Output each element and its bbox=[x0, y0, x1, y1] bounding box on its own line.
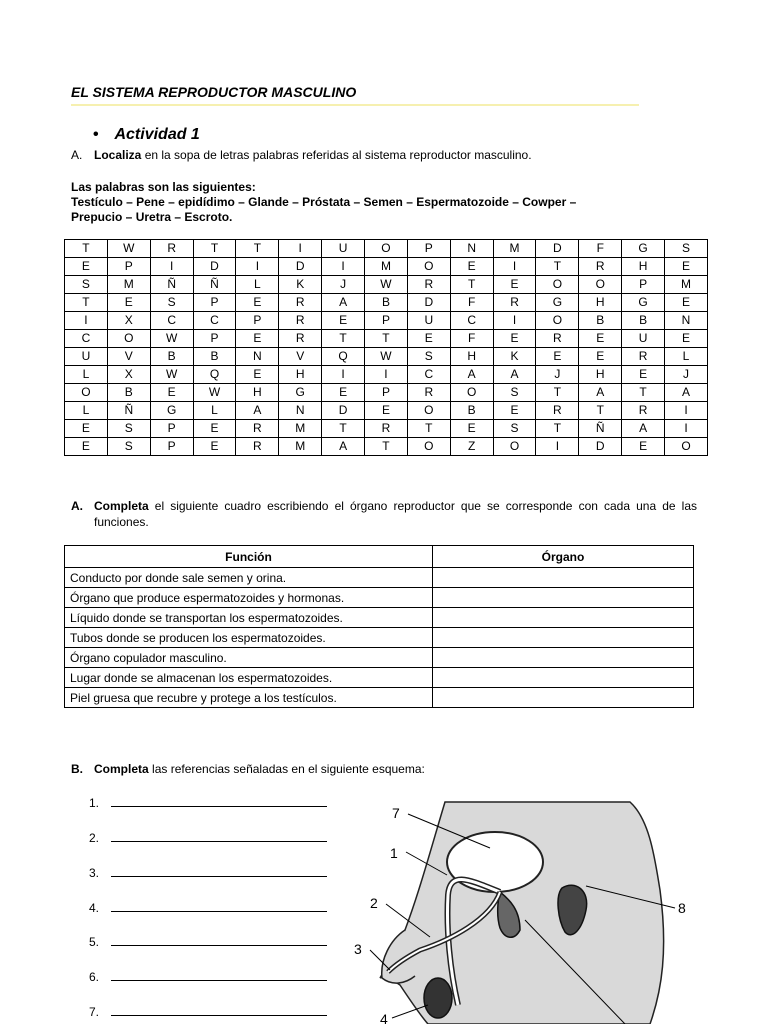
grid-cell: P bbox=[236, 312, 279, 330]
activity-heading bbox=[93, 126, 200, 144]
grid-cell: Ñ bbox=[150, 276, 193, 294]
grid-cell: I bbox=[665, 420, 708, 438]
grid-cell: N bbox=[450, 240, 493, 258]
item-number: 2. bbox=[89, 831, 100, 845]
grid-cell: T bbox=[407, 420, 450, 438]
instruction-letter: A. bbox=[71, 148, 83, 162]
grid-cell: G bbox=[622, 294, 665, 312]
item-number: 4. bbox=[89, 901, 100, 915]
grid-cell: P bbox=[365, 384, 408, 402]
grid-cell: T bbox=[536, 384, 579, 402]
grid-cell: T bbox=[450, 276, 493, 294]
grid-cell: E bbox=[665, 258, 708, 276]
testicle-shape bbox=[424, 978, 452, 1018]
grid-cell: N bbox=[236, 348, 279, 366]
grid-cell: A bbox=[236, 402, 279, 420]
grid-cell: B bbox=[107, 384, 150, 402]
grid-cell: G bbox=[150, 402, 193, 420]
grid-cell: S bbox=[150, 294, 193, 312]
grid-cell: H bbox=[279, 366, 322, 384]
grid-cell: E bbox=[665, 330, 708, 348]
diagram-label-2: 2 bbox=[370, 895, 378, 911]
organ-answer-cell[interactable] bbox=[433, 648, 694, 668]
body-silhouette bbox=[380, 802, 664, 1024]
grid-cell: O bbox=[407, 438, 450, 456]
grid-row bbox=[65, 438, 708, 456]
grid-cell: B bbox=[150, 348, 193, 366]
grid-cell: E bbox=[150, 384, 193, 402]
grid-cell: U bbox=[622, 330, 665, 348]
function-organ-table bbox=[64, 545, 694, 708]
grid-cell: C bbox=[193, 312, 236, 330]
grid-cell: A bbox=[579, 384, 622, 402]
grid-cell: C bbox=[407, 366, 450, 384]
grid-cell: E bbox=[450, 258, 493, 276]
grid-cell: E bbox=[65, 258, 108, 276]
activity-title: Actividad 1 bbox=[114, 126, 200, 143]
word-list-intro: Las palabras son las siguientes: bbox=[71, 180, 256, 194]
table-row bbox=[65, 688, 694, 708]
grid-row bbox=[65, 276, 708, 294]
diagram-label-7: 7 bbox=[392, 805, 400, 821]
grid-cell: P bbox=[150, 420, 193, 438]
grid-cell: Q bbox=[322, 348, 365, 366]
grid-cell: W bbox=[193, 384, 236, 402]
grid-cell: W bbox=[365, 276, 408, 294]
grid-cell: A bbox=[493, 366, 536, 384]
grid-cell: R bbox=[536, 330, 579, 348]
diagram-label-1: 1 bbox=[390, 845, 398, 861]
item-number: 6. bbox=[89, 970, 100, 984]
grid-cell: S bbox=[493, 384, 536, 402]
word-list-line-2: Prepucio – Uretra – Escroto. bbox=[71, 210, 233, 224]
function-cell: Conducto por donde sale semen y orina. bbox=[65, 568, 433, 588]
grid-cell: T bbox=[322, 420, 365, 438]
organ-answer-cell[interactable] bbox=[433, 688, 694, 708]
organ-answer-cell[interactable] bbox=[433, 668, 694, 688]
grid-cell: S bbox=[407, 348, 450, 366]
function-cell: Lugar donde se almacenan los espermatozoides. bbox=[65, 668, 433, 688]
grid-cell: R bbox=[279, 294, 322, 312]
grid-cell: P bbox=[407, 240, 450, 258]
instruction-body bbox=[94, 498, 697, 530]
item-number: 1. bbox=[89, 796, 100, 810]
grid-row bbox=[65, 294, 708, 312]
title-underline bbox=[71, 104, 639, 106]
instruction-letter: B. bbox=[71, 762, 83, 776]
grid-cell: R bbox=[493, 294, 536, 312]
grid-cell: T bbox=[536, 258, 579, 276]
grid-cell: B bbox=[622, 312, 665, 330]
table-row bbox=[65, 648, 694, 668]
item-number: 5. bbox=[89, 935, 100, 949]
instruction-text: en la sopa de letras palabras referidas al sistema reproductor masculino. bbox=[141, 148, 532, 162]
grid-cell: E bbox=[450, 420, 493, 438]
table-row bbox=[65, 628, 694, 648]
grid-cell: O bbox=[450, 384, 493, 402]
function-cell: Órgano que produce espermatozoides y hormonas. bbox=[65, 588, 433, 608]
grid-cell: I bbox=[236, 258, 279, 276]
grid-cell: S bbox=[107, 420, 150, 438]
grid-cell: C bbox=[150, 312, 193, 330]
grid-cell: E bbox=[493, 402, 536, 420]
instruction-bold: Completa bbox=[94, 499, 149, 513]
answer-blank[interactable] bbox=[111, 796, 327, 807]
grid-cell: E bbox=[622, 366, 665, 384]
grid-cell: A bbox=[450, 366, 493, 384]
grid-cell: I bbox=[493, 312, 536, 330]
grid-cell: I bbox=[536, 438, 579, 456]
instruction-bold: Localiza bbox=[94, 148, 142, 162]
grid-cell: S bbox=[107, 438, 150, 456]
bladder-shape bbox=[447, 832, 543, 892]
grid-cell: P bbox=[193, 330, 236, 348]
answer-blank[interactable] bbox=[111, 935, 327, 946]
grid-cell: V bbox=[107, 348, 150, 366]
answer-blank[interactable] bbox=[111, 866, 327, 877]
instruction-letter: A. bbox=[71, 499, 83, 513]
grid-cell: Ñ bbox=[579, 420, 622, 438]
grid-cell: N bbox=[279, 402, 322, 420]
grid-cell: I bbox=[493, 258, 536, 276]
grid-cell: H bbox=[579, 366, 622, 384]
grid-cell: E bbox=[665, 294, 708, 312]
grid-cell: J bbox=[665, 366, 708, 384]
table-header-row bbox=[65, 546, 694, 568]
header-funcion: Función bbox=[65, 546, 433, 568]
grid-cell: S bbox=[65, 276, 108, 294]
grid-cell: I bbox=[65, 312, 108, 330]
item-number: 3. bbox=[89, 866, 100, 880]
grid-cell: X bbox=[107, 366, 150, 384]
grid-cell: V bbox=[279, 348, 322, 366]
grid-cell: T bbox=[579, 402, 622, 420]
grid-cell: M bbox=[107, 276, 150, 294]
answer-blank[interactable] bbox=[111, 970, 327, 981]
grid-cell: E bbox=[365, 402, 408, 420]
grid-cell: P bbox=[107, 258, 150, 276]
grid-cell: O bbox=[407, 402, 450, 420]
grid-cell: B bbox=[193, 348, 236, 366]
grid-cell: T bbox=[365, 330, 408, 348]
grid-cell: R bbox=[279, 312, 322, 330]
grid-cell: A bbox=[622, 420, 665, 438]
grid-cell: E bbox=[107, 294, 150, 312]
grid-cell: O bbox=[493, 438, 536, 456]
function-cell: Piel gruesa que recubre y protege a los testículos. bbox=[65, 688, 433, 708]
grid-cell: E bbox=[622, 438, 665, 456]
grid-cell: I bbox=[665, 402, 708, 420]
organ-answer-cell[interactable] bbox=[433, 588, 694, 608]
grid-cell: E bbox=[322, 384, 365, 402]
grid-cell: T bbox=[65, 294, 108, 312]
grid-cell: L bbox=[65, 402, 108, 420]
grid-cell: T bbox=[622, 384, 665, 402]
header-organo: Órgano bbox=[433, 546, 694, 568]
grid-cell: G bbox=[536, 294, 579, 312]
grid-cell: K bbox=[493, 348, 536, 366]
grid-cell: I bbox=[322, 366, 365, 384]
grid-cell: R bbox=[622, 402, 665, 420]
grid-cell: E bbox=[536, 348, 579, 366]
grid-cell: M bbox=[279, 420, 322, 438]
numbered-item bbox=[89, 1005, 327, 1019]
document-title: EL SISTEMA REPRODUCTOR MASCULINO bbox=[71, 84, 357, 100]
grid-cell: R bbox=[279, 330, 322, 348]
grid-cell: C bbox=[450, 312, 493, 330]
grid-cell: J bbox=[536, 366, 579, 384]
grid-cell: O bbox=[407, 258, 450, 276]
grid-row bbox=[65, 366, 708, 384]
diagram-label-3: 3 bbox=[354, 941, 362, 957]
grid-cell: L bbox=[65, 366, 108, 384]
grid-cell: Ñ bbox=[107, 402, 150, 420]
diagram-label-8: 8 bbox=[678, 900, 686, 916]
grid-cell: T bbox=[236, 240, 279, 258]
grid-cell: J bbox=[322, 276, 365, 294]
grid-cell: E bbox=[579, 330, 622, 348]
grid-cell: A bbox=[322, 294, 365, 312]
function-cell: Tubos donde se producen los espermatozoides. bbox=[65, 628, 433, 648]
grid-cell: P bbox=[365, 312, 408, 330]
grid-cell: E bbox=[193, 438, 236, 456]
grid-cell: R bbox=[365, 420, 408, 438]
grid-cell: H bbox=[236, 384, 279, 402]
numbered-item bbox=[89, 901, 327, 915]
grid-cell: U bbox=[65, 348, 108, 366]
grid-row bbox=[65, 240, 708, 258]
grid-cell: G bbox=[622, 240, 665, 258]
grid-cell: L bbox=[193, 402, 236, 420]
grid-cell: D bbox=[407, 294, 450, 312]
grid-cell: W bbox=[150, 330, 193, 348]
answer-blank[interactable] bbox=[111, 1005, 327, 1016]
grid-row bbox=[65, 312, 708, 330]
grid-cell: R bbox=[622, 348, 665, 366]
grid-cell: T bbox=[536, 420, 579, 438]
grid-cell: R bbox=[236, 420, 279, 438]
grid-row bbox=[65, 384, 708, 402]
grid-cell: C bbox=[65, 330, 108, 348]
grid-cell: A bbox=[665, 384, 708, 402]
numbered-item bbox=[89, 970, 327, 984]
grid-cell: S bbox=[493, 420, 536, 438]
grid-cell: E bbox=[236, 366, 279, 384]
organ-answer-cell[interactable] bbox=[433, 628, 694, 648]
grid-cell: G bbox=[279, 384, 322, 402]
reproductive-system-diagram bbox=[350, 800, 768, 1024]
grid-cell: B bbox=[579, 312, 622, 330]
grid-cell: O bbox=[579, 276, 622, 294]
item-number: 7. bbox=[89, 1005, 100, 1019]
function-cell: Líquido donde se transportan los espermatozoides. bbox=[65, 608, 433, 628]
grid-cell: R bbox=[407, 276, 450, 294]
grid-row bbox=[65, 330, 708, 348]
answer-blank[interactable] bbox=[111, 901, 327, 912]
grid-cell: F bbox=[450, 330, 493, 348]
grid-cell: W bbox=[365, 348, 408, 366]
grid-cell: D bbox=[279, 258, 322, 276]
grid-cell: R bbox=[150, 240, 193, 258]
grid-cell: E bbox=[236, 294, 279, 312]
instruction-text: las referencias señaladas en el siguiente esquema: bbox=[148, 762, 425, 776]
instruction-completa-esquema bbox=[71, 762, 425, 776]
organ-answer-cell[interactable] bbox=[433, 608, 694, 628]
table-row bbox=[65, 608, 694, 628]
grid-cell: T bbox=[322, 330, 365, 348]
grid-row bbox=[65, 402, 708, 420]
instruction-localiza bbox=[71, 148, 532, 162]
grid-cell: O bbox=[665, 438, 708, 456]
grid-cell: H bbox=[622, 258, 665, 276]
grid-cell: W bbox=[107, 240, 150, 258]
grid-cell: B bbox=[450, 402, 493, 420]
grid-cell: T bbox=[193, 240, 236, 258]
grid-cell: E bbox=[493, 276, 536, 294]
grid-cell: U bbox=[407, 312, 450, 330]
grid-cell: O bbox=[65, 384, 108, 402]
diagram-label-4: 4 bbox=[380, 1011, 388, 1024]
grid-cell: N bbox=[665, 312, 708, 330]
grid-cell: E bbox=[493, 330, 536, 348]
grid-cell: M bbox=[365, 258, 408, 276]
grid-cell: W bbox=[150, 366, 193, 384]
grid-cell: D bbox=[322, 402, 365, 420]
numbered-item bbox=[89, 935, 327, 949]
grid-cell: R bbox=[407, 384, 450, 402]
grid-cell: Q bbox=[193, 366, 236, 384]
grid-cell: X bbox=[107, 312, 150, 330]
grid-cell: M bbox=[665, 276, 708, 294]
grid-cell: L bbox=[236, 276, 279, 294]
grid-cell: K bbox=[279, 276, 322, 294]
answer-blank[interactable] bbox=[111, 831, 327, 842]
instruction-text: el siguiente cuadro escribiendo el órgano reproductor que se corresponde con cada una de las funciones. bbox=[94, 499, 697, 529]
grid-cell: R bbox=[236, 438, 279, 456]
grid-cell: D bbox=[579, 438, 622, 456]
grid-cell: Z bbox=[450, 438, 493, 456]
grid-cell: E bbox=[322, 312, 365, 330]
grid-cell: I bbox=[365, 366, 408, 384]
word-search-grid bbox=[64, 239, 708, 456]
grid-cell: E bbox=[407, 330, 450, 348]
grid-cell: O bbox=[365, 240, 408, 258]
numbered-item bbox=[89, 831, 327, 845]
grid-cell: L bbox=[665, 348, 708, 366]
grid-cell: D bbox=[193, 258, 236, 276]
grid-cell: P bbox=[150, 438, 193, 456]
grid-cell: T bbox=[365, 438, 408, 456]
grid-cell: P bbox=[193, 294, 236, 312]
grid-cell: I bbox=[279, 240, 322, 258]
function-cell: Órgano copulador masculino. bbox=[65, 648, 433, 668]
grid-cell: E bbox=[236, 330, 279, 348]
grid-cell: P bbox=[622, 276, 665, 294]
grid-row bbox=[65, 348, 708, 366]
grid-cell: E bbox=[193, 420, 236, 438]
grid-cell: E bbox=[579, 348, 622, 366]
numbered-item bbox=[89, 866, 327, 880]
table-row bbox=[65, 668, 694, 688]
grid-cell: M bbox=[279, 438, 322, 456]
instruction-bold: Completa bbox=[94, 762, 149, 776]
grid-cell: I bbox=[322, 258, 365, 276]
grid-cell: F bbox=[579, 240, 622, 258]
grid-cell: A bbox=[322, 438, 365, 456]
grid-cell: B bbox=[365, 294, 408, 312]
grid-cell: S bbox=[665, 240, 708, 258]
grid-cell: D bbox=[536, 240, 579, 258]
grid-cell: H bbox=[579, 294, 622, 312]
grid-cell: E bbox=[65, 438, 108, 456]
grid-cell: Ñ bbox=[193, 276, 236, 294]
table-row bbox=[65, 588, 694, 608]
word-list bbox=[71, 180, 671, 225]
organ-answer-cell[interactable] bbox=[433, 568, 694, 588]
grid-cell: H bbox=[450, 348, 493, 366]
grid-cell: O bbox=[107, 330, 150, 348]
grid-cell: M bbox=[493, 240, 536, 258]
grid-row bbox=[65, 420, 708, 438]
grid-cell: U bbox=[322, 240, 365, 258]
grid-cell: I bbox=[150, 258, 193, 276]
numbered-item bbox=[89, 796, 327, 810]
grid-cell: R bbox=[536, 402, 579, 420]
grid-cell: R bbox=[579, 258, 622, 276]
grid-cell: E bbox=[65, 420, 108, 438]
grid-cell: F bbox=[450, 294, 493, 312]
instruction-completa-cuadro bbox=[71, 498, 697, 530]
grid-cell: T bbox=[65, 240, 108, 258]
grid-cell: O bbox=[536, 312, 579, 330]
bullet-icon: • bbox=[93, 126, 99, 143]
table-row bbox=[65, 568, 694, 588]
grid-row bbox=[65, 258, 708, 276]
grid-cell: O bbox=[536, 276, 579, 294]
word-list-line-1: Testículo – Pene – epidídimo – Glande – Próstata – Semen – Espermatozoide – Cowper – bbox=[71, 195, 577, 209]
